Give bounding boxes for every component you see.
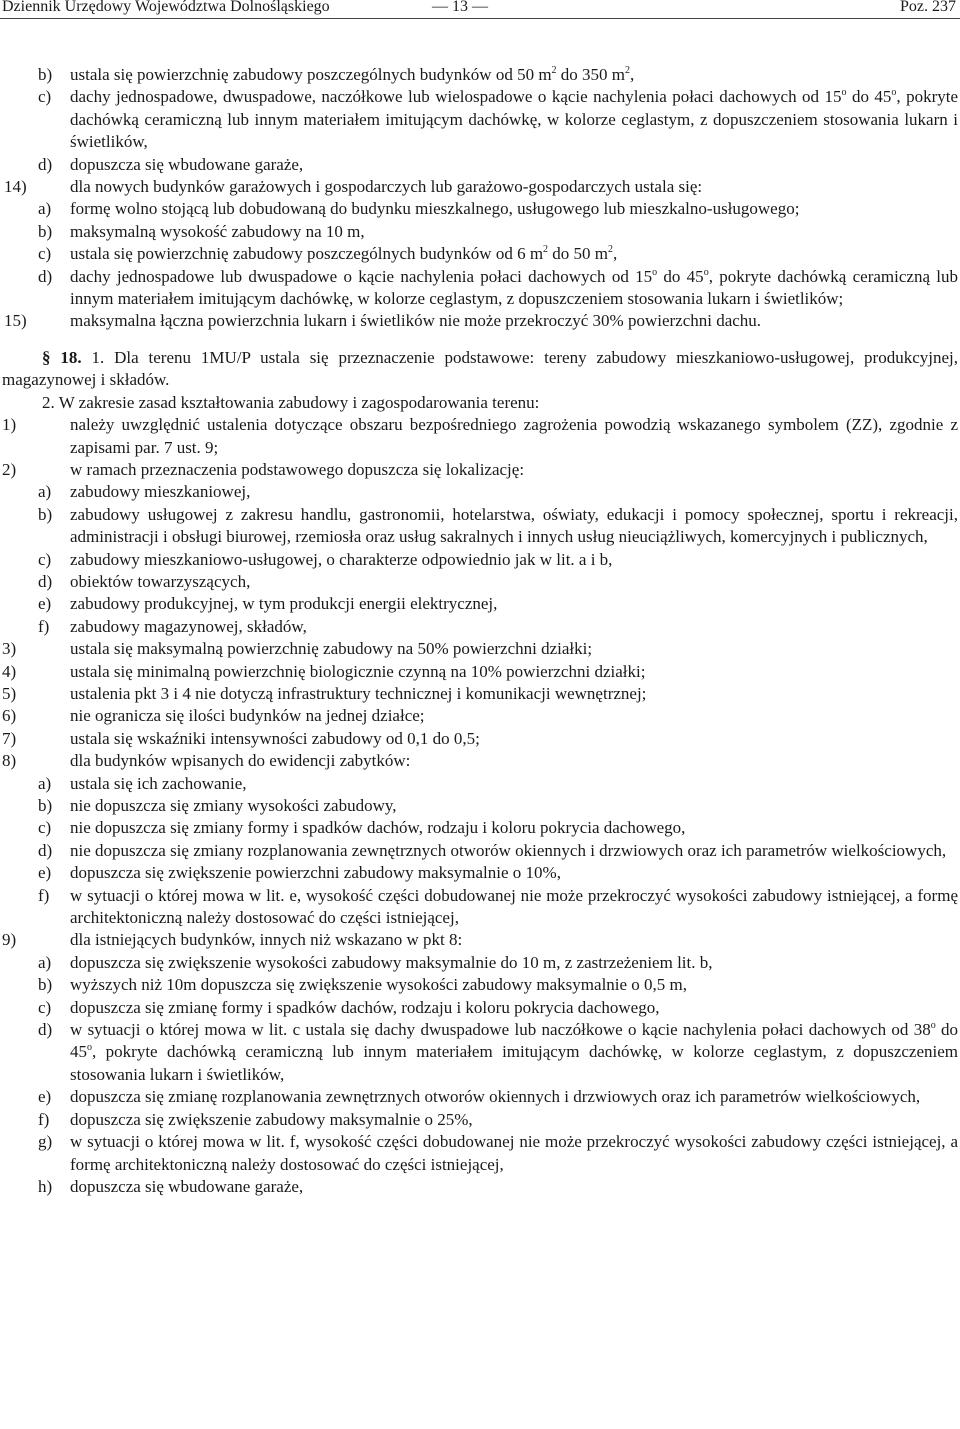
list-item	[2, 243, 958, 265]
list-item	[2, 952, 958, 974]
list-item	[2, 997, 958, 1019]
item-text: dla istniejących budynków, innych niż wskazano w pkt 8:	[70, 930, 463, 950]
item-text: dopuszcza się zwiększenie zabudowy maksymalnie o 25%,	[70, 1109, 473, 1129]
item-marker: 7)	[2, 728, 17, 748]
list-item	[2, 459, 958, 481]
item-marker: f)	[38, 1109, 50, 1129]
item-text: dla nowych budynków garażowych i gospodarczych lub garażowo-gospodarczych ustala się:	[70, 177, 703, 197]
item-marker: 3)	[2, 639, 17, 659]
section-18-list	[2, 414, 958, 1198]
item-marker: c)	[38, 997, 52, 1017]
item-text: maksymalna łączna powierzchnia lukarn i świetlików nie może przekroczyć 30% powierzchni dachu.	[70, 311, 762, 331]
list-item	[2, 817, 958, 839]
list-item	[2, 683, 958, 705]
item-text: nie dopuszcza się zmiany formy i spadków dachów, rodzaju i koloru pokrycia dachowego,	[70, 818, 686, 838]
list-item	[2, 750, 958, 772]
page-number: — 13 —	[432, 0, 488, 15]
item-marker: d)	[38, 571, 53, 591]
item-marker: c)	[38, 244, 52, 264]
item-marker: d)	[38, 266, 53, 286]
list-item	[2, 414, 958, 459]
subitems-list	[2, 198, 958, 310]
item-marker: 15)	[4, 311, 27, 331]
item-marker: g)	[38, 1132, 53, 1152]
item-text: dachy jednospadowe lub dwuspadowe o kącie nachylenia połaci dachowych od 15$^o$ do 45$^o$, pokryte dachówką ceramiczną lub innym materiałem imitującym dachówkę, w kolorze ceglastym, z dopuszczeniem stosowania lukarn i świetlików;	[70, 266, 959, 309]
list-item	[2, 705, 958, 727]
list-item	[2, 862, 958, 884]
item-text: ustala się powierzchnię zabudowy poszczególnych budynków od 6 $m^2$ do 50 $m^2$,	[70, 244, 618, 264]
item-text: dopuszcza się wbudowane garaże,	[70, 1176, 304, 1196]
item-marker: b)	[38, 975, 53, 995]
item-text: dachy jednospadowe, dwuspadowe, naczółkowe lub wielospadowe o kącie nachylenia połaci dachowych od 15$^o$ do 45$^o$, pokryte dachówką ceramiczną lub innym materiałem imitującym dachówkę, w kolorze ceglastym, z dopuszczeniem stosowania lukarn i świetlików,	[70, 87, 959, 152]
item-marker: a)	[38, 952, 52, 972]
subitems-list	[2, 64, 958, 176]
item-marker: c)	[38, 549, 52, 569]
list-item	[2, 728, 958, 750]
item-marker: 6)	[2, 706, 17, 726]
list-item	[2, 198, 958, 220]
item-marker: b)	[38, 796, 53, 815]
item-text: nie dopuszcza się zmiany rozplanowania zewnętrznych otworów okiennych i drzwiowych oraz ich parametrów wielkościowych,	[70, 840, 947, 860]
item-marker: d)	[38, 154, 53, 174]
list-item	[2, 481, 958, 503]
item-marker: b)	[38, 65, 53, 84]
list-item	[2, 266, 958, 311]
list-item	[2, 86, 958, 153]
item-text: zabudowy usługowej z zakresu handlu, gastronomii, hotelarstwa, oświaty, edukacji i pomocy społecznej, sportu i rekreacji, administracji i obsługi biurowej, rzemiosła oraz usług sakralnych i innych usług nieuciążliwych, komercyjnych i publicznych,	[70, 504, 958, 547]
list-item	[2, 64, 958, 86]
item-text: zabudowy magazynowej, składów,	[70, 616, 307, 636]
item-text: zabudowy mieszkaniowej,	[70, 482, 251, 502]
section-text: 2. W zakresie zasad kształtowania zabudowy i zagospodarowania terenu:	[42, 392, 540, 412]
item-text: ustalenia pkt 3 i 4 nie dotyczą infrastruktury technicznej i komunikacji wewnętrznej;	[70, 683, 647, 703]
item-marker: e)	[38, 863, 52, 883]
item-marker: f)	[38, 616, 50, 636]
item-marker: d)	[38, 1020, 53, 1040]
item-text: zabudowy mieszkaniowo-usługowej, o charakterze odpowiednio jak w lit. a i b,	[70, 549, 613, 569]
list-item	[2, 1109, 958, 1131]
section-number: § 18.	[42, 347, 82, 367]
list-item-15	[2, 310, 958, 332]
item-text: obiektów towarzyszących,	[70, 571, 251, 591]
list-item	[2, 638, 958, 660]
item-text: dla budynków wpisanych do ewidencji zabytków:	[70, 751, 411, 771]
item-marker: c)	[38, 818, 52, 838]
section-18-paragraph-1	[2, 347, 958, 392]
item-text: maksymalną wysokość zabudowy na 10 m,	[70, 221, 365, 241]
item-text: nie dopuszcza się zmiany wysokości zabudowy,	[70, 796, 397, 815]
list-item	[2, 616, 958, 638]
journal-title: Dziennik Urzędowy Województwa Dolnośląskiego	[2, 0, 330, 15]
list-item	[2, 929, 958, 951]
item-marker: h)	[38, 1176, 53, 1196]
page-header	[0, 0, 960, 19]
item-text: dopuszcza się zwiększenie wysokości zabudowy maksymalnie do 10 m, z zastrzeżeniem lit. b,	[70, 952, 713, 972]
item-text: należy uwzględnić ustalenia dotyczące obszaru bezpośredniego zagrożenia powodzią wskazanego symbolem (ZZ), zgodnie z zapisami par. 7 ust. 9;	[70, 415, 958, 457]
item-marker: a)	[38, 482, 52, 502]
section-18-paragraph-2	[2, 392, 958, 414]
item-text: formę wolno stojącą lub dobudowaną do budynku mieszkalnego, usługowego lub mieszkalno-usługowego;	[70, 199, 800, 219]
item-text: nie ogranicza się ilości budynków na jednej działce;	[70, 706, 425, 726]
item-marker: e)	[38, 1087, 52, 1107]
list-item	[2, 840, 958, 862]
item-text: wyższych niż 10m dopuszcza się zwiększenie wysokości zabudowy maksymalnie o 0,5 m,	[70, 975, 688, 995]
item-marker: f)	[38, 885, 50, 905]
item-text: ustala się wskaźniki intensywności zabudowy od 0,1 do 0,5;	[70, 728, 480, 748]
item-text: dopuszcza się zmianę rozplanowania zewnętrznych otworów okiennych i drzwiowych oraz ich parametrów wielkościowych,	[70, 1087, 921, 1107]
item-text: ustala się minimalną powierzchnię biologicznie czynną na 10% powierzchni działki;	[70, 661, 646, 681]
list-item	[2, 974, 958, 996]
list-item	[2, 593, 958, 615]
item-text: ustala się powierzchnię zabudowy poszczególnych budynków od 50 $m^2$ do 350 $m^2$,	[70, 65, 635, 84]
item-marker: d)	[38, 840, 53, 860]
list-item	[2, 1019, 958, 1086]
list-item	[2, 661, 958, 683]
list-item	[2, 549, 958, 571]
position-number: Poz. 237	[900, 0, 956, 15]
item-marker: a)	[38, 773, 52, 793]
item-text: w sytuacji o której mowa w lit. e, wysokość części dobudowanej nie może przekroczyć wysokości zabudowy istniejącej, a formę architektoniczną należy dostosować do części istniejącej,	[70, 885, 958, 928]
item-text: ustala się ich zachowanie,	[70, 773, 247, 793]
item-marker: 5)	[2, 683, 17, 703]
item-marker: a)	[38, 199, 52, 219]
item-text: w sytuacji o której mowa w lit. c ustala się dachy dwuspadowe lub naczółkowe o kącie nachylenia połaci dachowych od 38$^o$ do 45$^o$, pokryte dachówką ceramiczną lub innym materiałem imitującym dachówkę, w kolorze ceglastym, z dopuszczeniem stosowania lukarn i świetlików,	[70, 1020, 958, 1084]
item-text: w ramach przeznaczenia podstawowego dopuszcza się lokalizację:	[70, 459, 525, 479]
item-marker: 9)	[2, 930, 17, 950]
item-text: dopuszcza się zwiększenie powierzchni zabudowy maksymalnie o 10%,	[70, 863, 561, 883]
item-marker: 14)	[4, 177, 27, 197]
item-text: dopuszcza się zmianę formy i spadków dachów, rodzaju i koloru pokrycia dachowego,	[70, 997, 660, 1017]
section-text: 1. Dla terenu 1MU/P ustala się przeznaczenie podstawowe: tereny zabudowy mieszkaniowo-usługowej, produkcyjnej, magazynowej i składów.	[2, 347, 959, 390]
list-item	[2, 571, 958, 593]
list-item	[2, 154, 958, 176]
item-marker: e)	[38, 594, 52, 614]
item-text: ustala się maksymalną powierzchnię zabudowy na 50% powierzchni działki;	[70, 639, 593, 659]
document-body	[2, 64, 958, 1198]
list-item	[2, 1131, 958, 1176]
item-marker: b)	[38, 504, 53, 524]
item-marker: 4)	[2, 661, 17, 681]
list-item	[2, 504, 958, 549]
item-marker: 8)	[2, 751, 17, 771]
item-text: dopuszcza się wbudowane garaże,	[70, 154, 304, 174]
list-item	[2, 221, 958, 243]
list-item	[2, 795, 958, 817]
item-marker: b)	[38, 221, 53, 241]
list-item	[2, 885, 958, 930]
list-item	[2, 1176, 958, 1198]
list-item	[2, 1086, 958, 1108]
item-marker: c)	[38, 87, 52, 107]
item-text: zabudowy produkcyjnej, w tym produkcji energii elektrycznej,	[70, 594, 498, 614]
item-marker: 2)	[2, 459, 17, 479]
list-item	[2, 773, 958, 795]
item-text: w sytuacji o której mowa w lit. f, wysokość części dobudowanej nie może przekroczyć wysokości zabudowy części istniejącej, a formę architektoniczną należy dostosować do części istniejącej,	[70, 1132, 958, 1174]
item-marker: 1)	[2, 415, 17, 435]
list-item-14	[2, 176, 958, 198]
